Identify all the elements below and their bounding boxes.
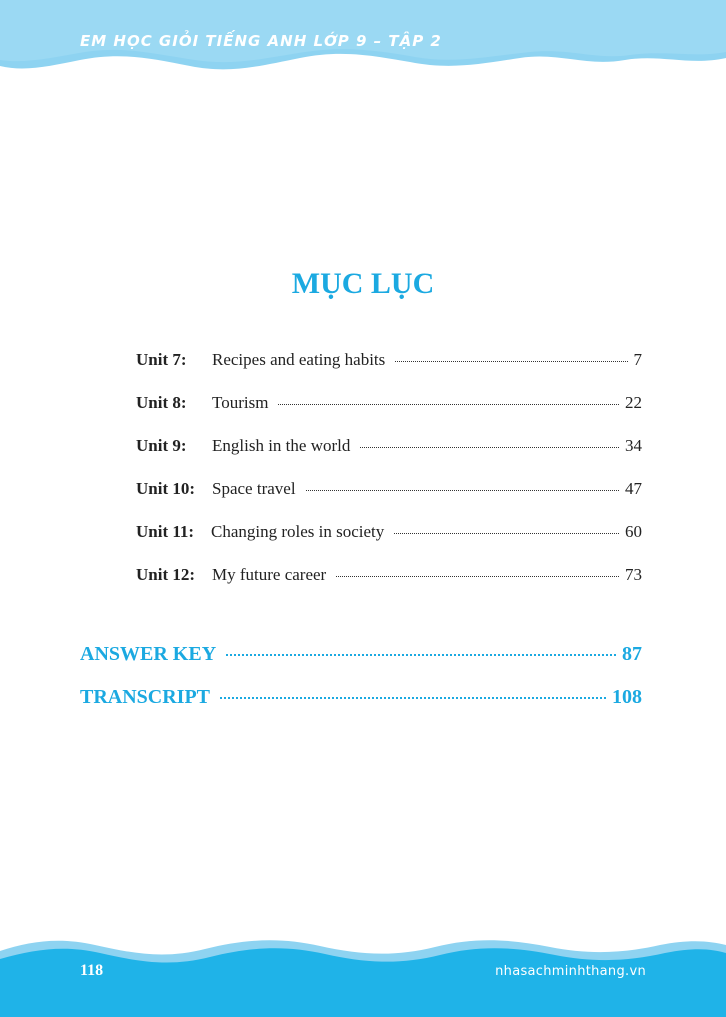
page-number: 60: [625, 522, 642, 541]
dot-leader: [220, 697, 606, 699]
toc-entry[interactable]: [136, 565, 642, 608]
toc-section-answer-key[interactable]: [80, 643, 642, 686]
footer-page-number: 118: [80, 962, 104, 979]
page-title: MỤC LỤC: [291, 267, 435, 300]
dot-leader: [394, 533, 619, 534]
page-number: 108: [612, 686, 642, 708]
section-label: TRANSCRIPT: [80, 686, 211, 708]
dot-leader: [395, 361, 627, 362]
unit-label: Unit 12:: [136, 565, 196, 584]
page-number: 87: [622, 643, 642, 665]
unit-title: My future career: [212, 565, 327, 584]
dot-leader: [278, 404, 619, 405]
book-title: EM HỌC GIỎI TIẾNG ANH LỚP 9 – TẬP 2: [80, 32, 442, 50]
unit-label: Unit 11:: [136, 522, 195, 541]
page-number: 7: [633, 350, 642, 369]
footer-website[interactable]: nhasachminhthang.vn: [495, 964, 646, 979]
unit-title: Recipes and eating habits: [212, 350, 386, 369]
dot-leader: [226, 654, 616, 656]
unit-label: Unit 7:: [136, 350, 187, 369]
page-number: 73: [625, 565, 642, 584]
toc-entry[interactable]: [136, 393, 642, 436]
section-label: ANSWER KEY: [80, 643, 217, 665]
toc-major-sections: [80, 643, 642, 729]
unit-label: Unit 10:: [136, 479, 196, 498]
unit-title: Tourism: [212, 393, 269, 412]
page-number: 47: [625, 479, 642, 498]
dot-leader: [306, 490, 619, 491]
toc-entry[interactable]: [136, 436, 642, 479]
page-number: 34: [625, 436, 642, 455]
dot-leader: [336, 576, 619, 577]
unit-title: Changing roles in society: [211, 522, 385, 541]
page-number: 22: [625, 393, 642, 412]
unit-title: English in the world: [212, 436, 351, 455]
toc-entry[interactable]: [136, 522, 642, 565]
unit-label: Unit 9:: [136, 436, 187, 455]
unit-label: Unit 8:: [136, 393, 187, 412]
dot-leader: [360, 447, 619, 448]
table-of-contents: [136, 350, 642, 608]
toc-section-transcript[interactable]: [80, 686, 642, 729]
toc-entry[interactable]: [136, 479, 642, 522]
unit-title: Space travel: [212, 479, 296, 498]
toc-entry[interactable]: [136, 350, 642, 393]
